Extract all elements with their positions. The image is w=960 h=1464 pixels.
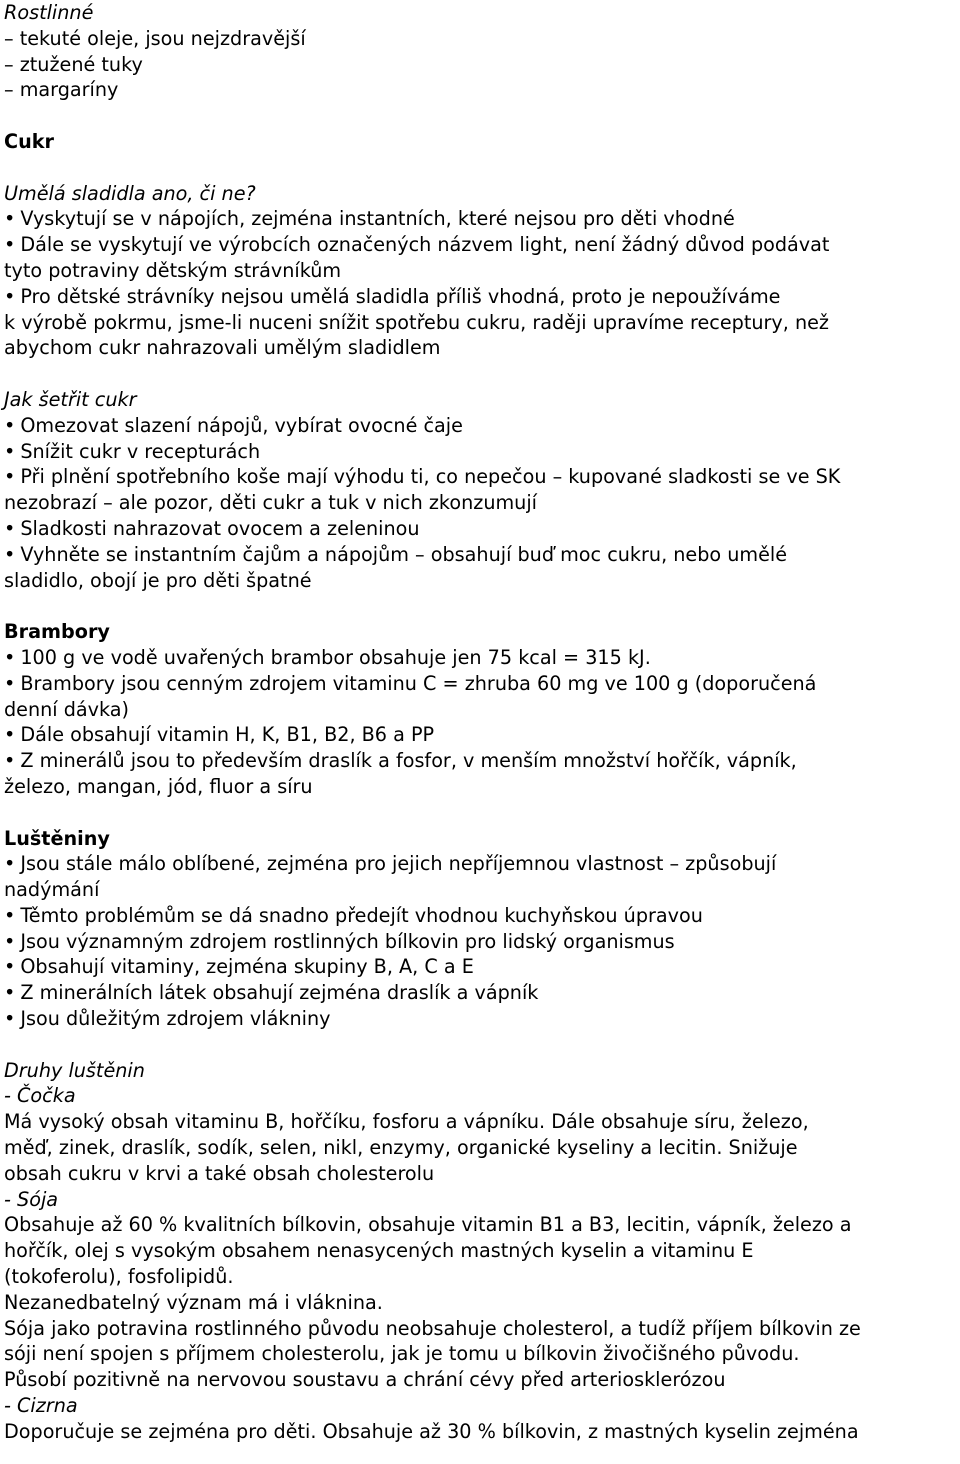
document-page: [4, 0, 960, 1445]
text-line: sladidlo, obojí je pro děti špatné: [4, 568, 312, 592]
bullet-item: • Jsou důležitým zdrojem vlákniny: [4, 1006, 960, 1032]
blank-line: [4, 1032, 960, 1058]
blank-line: [4, 155, 960, 181]
text-line: sóji není spojen s příjmem cholesterolu, jak je tomu u bílkovin živočišného původu.: [4, 1342, 800, 1366]
bullet-item: • Z minerálních látek obsahují zejména draslík a vápník: [4, 980, 960, 1006]
bullet-item: • Při plnění spotřebního koše mají výhodu ti, co nepečou – kupované sladkosti se ve SK: [4, 464, 960, 490]
bullet-item: • Vyskytují se v nápojích, zejména instantních, které nejsou pro děti vhodné: [4, 206, 960, 232]
bullet-item: • Pro dětské strávníky nejsou umělá sladidla příliš vhodná, proto je nepoužíváme: [4, 284, 960, 310]
text-line: Působí pozitivně na nervovou soustavu a chrání cévy před arteriosklerózou: [4, 1368, 726, 1392]
bullet-item: • 100 g ve vodě uvařených brambor obsahuje jen 75 kcal = 315 kJ.: [4, 645, 960, 671]
bullet-item: • Dále se vyskytují ve výrobcích označených názvem light, není žádný důvod podávat: [4, 232, 960, 258]
text-line: Nezanedbatelný význam má i vláknina.: [4, 1290, 383, 1314]
subheading: Rostlinné: [4, 1, 94, 24]
text-line: abychom cukr nahrazovali umělým sladidlem: [4, 336, 441, 360]
bullet-item: • Snížit cukr v recepturách: [4, 439, 960, 465]
bullet-item: • Brambory jsou cenným zdrojem vitaminu C = zhruba 60 mg ve 100 g (doporučená: [4, 671, 960, 697]
bullet-item: • Dále obsahují vitamin H, K, B1, B2, B6 a PP: [4, 722, 960, 748]
text-line: Obsahuje až 60 % kvalitních bílkovin, obsahuje vitamin B1 a B3, lecitin, vápník, železo a: [4, 1213, 852, 1237]
text-line: měď, zinek, draslík, sodík, selen, nikl, enzymy, organické kyseliny a lecitin. Snižuje: [4, 1136, 798, 1160]
text-line: hořčík, olej s vysokým obsahem nenasycených mastných kyselin a vitaminu E: [4, 1239, 754, 1263]
subheading: Jak šetřit cukr: [4, 387, 137, 411]
bullet-item: • Jsou významným zdrojem rostlinných bílkovin pro lidský organismus: [4, 929, 960, 955]
text-line: – margaríny: [4, 78, 119, 102]
bullet-item: • Vyhněte se instantním čajům a nápojům – obsahují buď moc cukru, nebo umělé: [4, 542, 960, 568]
bullet-item: • Jsou stále málo oblíbené, zejména pro jejich nepříjemnou vlastnost – způsobují: [4, 851, 960, 877]
text-line: Má vysoký obsah vitaminu B, hořčíku, fosforu a vápníku. Dále obsahuje síru, železo,: [4, 1110, 809, 1134]
blank-line: [4, 593, 960, 619]
text-line: nadýmání: [4, 878, 100, 902]
section-heading: Brambory: [4, 620, 110, 644]
subheading: Umělá sladidla ano, či ne?: [4, 181, 256, 205]
bullet-item: • Obsahují vitaminy, zejména skupiny B, A, C a E: [4, 954, 960, 980]
blank-line: [4, 103, 960, 129]
text-line: tyto potraviny dětským strávníkům: [4, 258, 342, 282]
text-line: nezobrazí – ale pozor, děti cukr a tuk v nich zkonzumují: [4, 491, 538, 515]
section-heading: Cukr: [4, 129, 54, 153]
bullet-item: • Z minerálů jsou to především draslík a fosfor, v menším množství hořčík, vápník,: [4, 748, 960, 774]
subheading: - Sója: [4, 1187, 59, 1211]
blank-line: [4, 361, 960, 387]
text-line: k výrobě pokrmu, jsme-li nuceni snížit spotřebu cukru, raději upravíme receptury, než: [4, 310, 829, 334]
bullet-item: • Sladkosti nahrazovat ovocem a zeleninou: [4, 516, 960, 542]
subheading: - Čočka: [4, 1084, 76, 1108]
text-line: – ztužené tuky: [4, 52, 143, 76]
text-line: železo, mangan, jód, fluor a síru: [4, 774, 313, 798]
text-line: – tekuté oleje, jsou nejzdravější: [4, 26, 306, 50]
blank-line: [4, 800, 960, 826]
text-line: denní dávka): [4, 697, 130, 721]
section-heading: Luštěniny: [4, 826, 110, 850]
text-line: (tokoferolu), fosfolipidů.: [4, 1265, 234, 1289]
text-line: Sója jako potravina rostlinného původu neobsahuje cholesterol, a tudíž příjem bílkovin ze: [4, 1316, 861, 1340]
bullet-item: • Omezovat slazení nápojů, vybírat ovocné čaje: [4, 413, 960, 439]
subheading: Druhy luštěnin: [4, 1058, 145, 1082]
subheading: - Cizrna: [4, 1394, 78, 1418]
bullet-item: • Těmto problémům se dá snadno předejít vhodnou kuchyňskou úpravou: [4, 903, 960, 929]
text-line: obsah cukru v krvi a také obsah cholesterolu: [4, 1161, 435, 1185]
text-line: Doporučuje se zejména pro děti. Obsahuje až 30 % bílkovin, z mastných kyselin zejména: [4, 1419, 859, 1443]
